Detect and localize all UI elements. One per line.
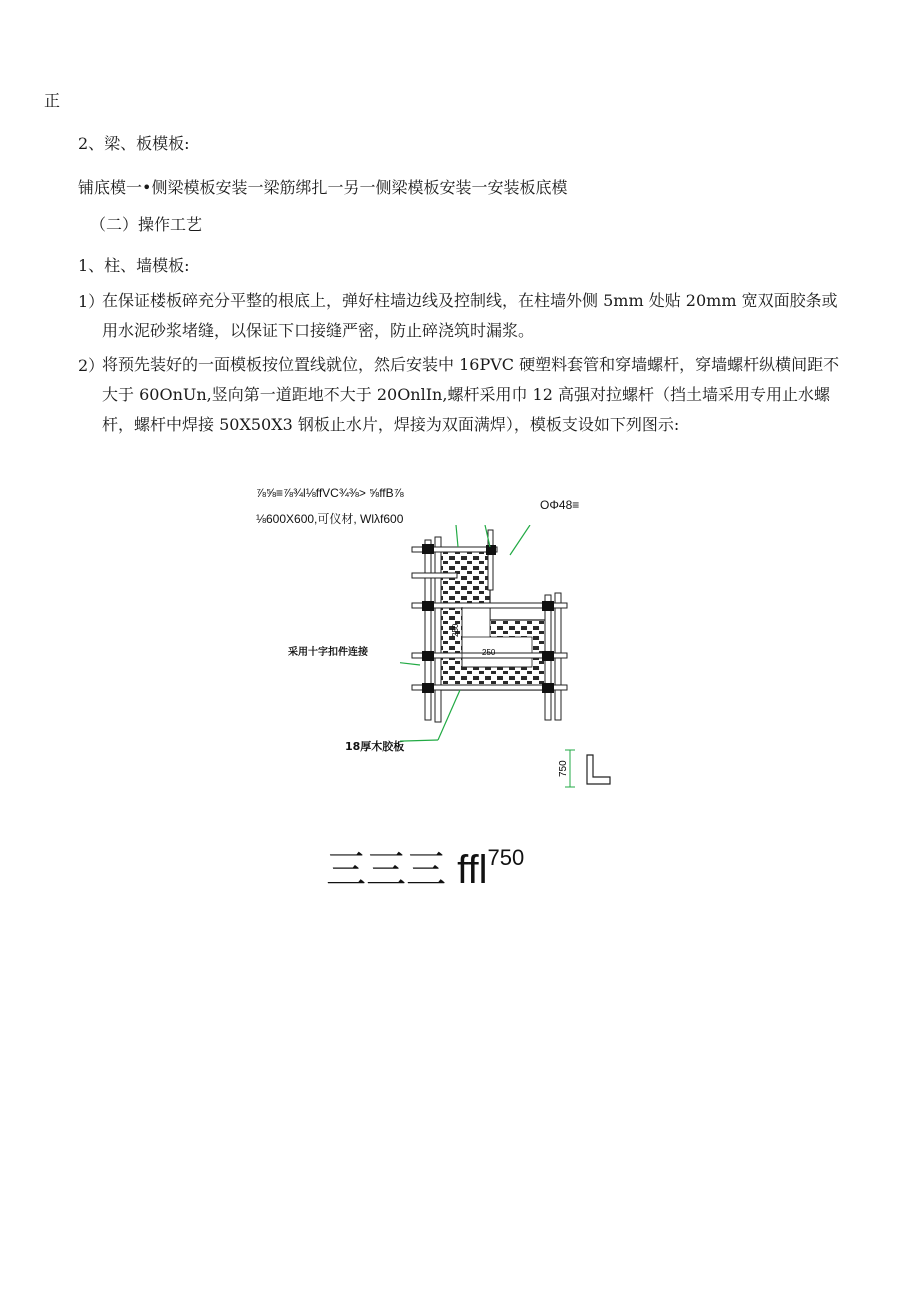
l-section-symbol: [565, 750, 610, 787]
fragment-line: 正: [44, 91, 61, 110]
dimension-horizontal: 250: [482, 648, 496, 657]
wall-section: [440, 550, 550, 690]
figure-label-board: 18厚木胶板: [345, 740, 405, 753]
figure-label-top-2: ⅛600X600,可仪材, Wlλf600: [256, 512, 404, 526]
dimension-vertical: 250: [451, 623, 460, 637]
item-text-1: 在保证楼板碎充分平整的根底上，弹好柱墙边线及控制线，在柱墙外侧 5mm 处贴 20mm 宽双面胶条或用水泥砂浆堵缝，以保证下口接缝严密，防止碎浇筑时漏浆。: [102, 291, 838, 340]
dimension-750: 750: [558, 760, 569, 777]
section-heading-column-wall: 1、柱、墙模板:: [78, 256, 190, 275]
figure-label-top-1: ⅞⅝≡⅞¾l⅛ffVC¾⅜> ⅝ffB⅞: [256, 486, 404, 500]
item-number-2: 2）: [78, 356, 105, 375]
figure-bottom-sup: 750: [487, 845, 525, 870]
section-heading-beam-slab: 2、梁、板模板:: [78, 134, 190, 153]
item-text-2: 将预先装好的一面模板按位置线就位，然后安装中 16PVC 硬塑料套管和穿墙螺杆，穿墙螺杆纵横间距不大于 60OnUn,竖向第一道距地不大于 20OnlIn,螺杆采用巾 12 高强对拉螺杆（挡土墙采用专用止水螺杆，螺杆中焊接 50X50X3 钢板止水片，焊接为双面满焊），模板支设如下列图示:: [102, 355, 840, 434]
process-sequence-line: 铺底模一•侧梁模板安装一梁筋绑扎一另一侧梁模板安装一安装板底模: [78, 178, 568, 197]
formwork-diagram: [400, 525, 640, 795]
figure-bottom-main: 三三三 ffl: [326, 848, 488, 892]
figure-label-right: OΦ48≡: [540, 498, 580, 512]
item-number-1: 1）: [78, 292, 105, 311]
figure-bottom-text: [326, 838, 524, 895]
figure-label-cross-clamp: 采用十字扣件连接: [288, 647, 368, 658]
section-heading-process: （二）操作工艺: [90, 215, 203, 234]
inner-core-2: [462, 637, 532, 667]
